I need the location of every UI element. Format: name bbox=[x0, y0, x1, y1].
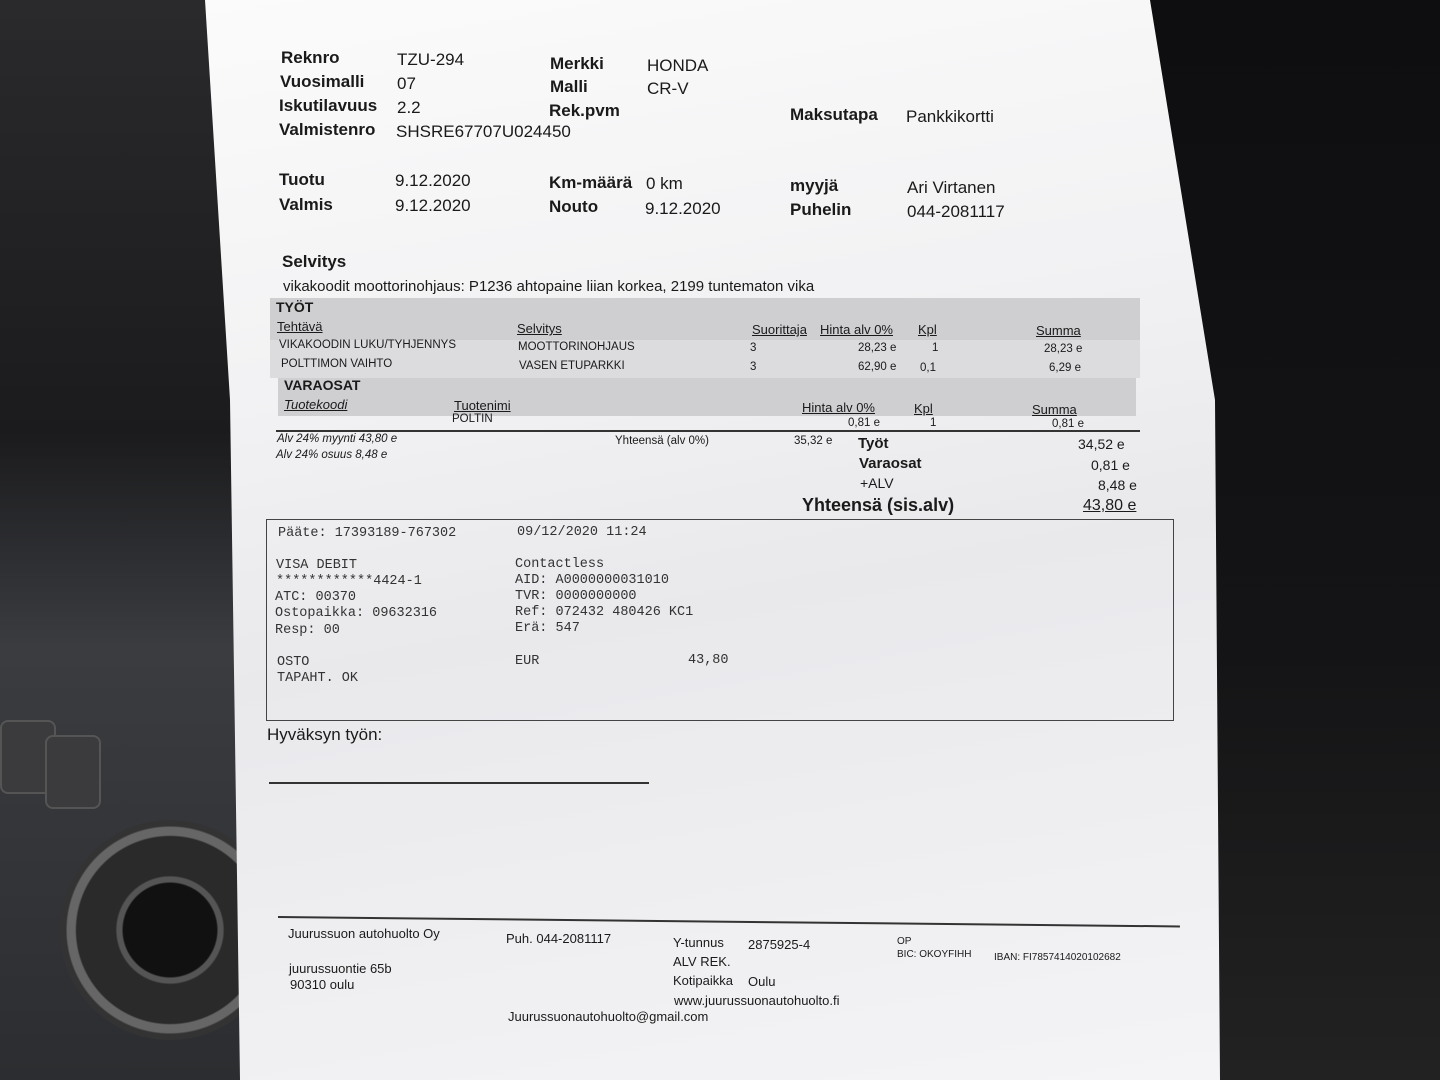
alv-osuus: Alv 24% osuus 8,48 e bbox=[276, 449, 388, 461]
footer-ytunnus: 2875925-4 bbox=[748, 937, 811, 952]
footer-ytunnus-label: Y-tunnus bbox=[673, 935, 724, 950]
receipt-ref: Ref: 072432 480426 KC1 bbox=[515, 605, 694, 620]
table-row-cell: MOOTTORINOHJAUS bbox=[518, 341, 635, 353]
tyot-col-suorittaja: Suorittaja bbox=[752, 322, 807, 337]
vuosimalli-label: Vuosimalli bbox=[280, 72, 365, 91]
puhelin-value: 044-2081117 bbox=[907, 202, 1005, 221]
table-row-cell: VIKAKOODIN LUKU/TYHJENNYS bbox=[279, 339, 457, 351]
maksutapa-label: Maksutapa bbox=[790, 105, 878, 124]
varaosat-title: VARAOSAT bbox=[284, 377, 361, 393]
receipt-card-type: VISA DEBIT bbox=[276, 558, 358, 573]
merkki-label: Merkki bbox=[550, 54, 604, 73]
table-row-cell: VASEN ETUPARKKI bbox=[519, 360, 625, 372]
varaosat-col-tuotenimi: Tuotenimi bbox=[454, 398, 511, 413]
table-row-cell: POLTIN bbox=[452, 413, 493, 425]
receipt-resp: Resp: 00 bbox=[275, 623, 340, 638]
footer-bank: OP bbox=[897, 936, 912, 947]
grand-total-label: Yhteensä (sis.alv) bbox=[802, 495, 955, 515]
varaosat-total-label: Varaosat bbox=[859, 455, 922, 472]
table-row-cell: 6,29 e bbox=[1049, 362, 1081, 374]
table-row-cell: 0,81 e bbox=[848, 417, 880, 429]
valmis-value: 9.12.2020 bbox=[395, 196, 471, 215]
tyot-col-tehtava: Tehtävä bbox=[277, 319, 323, 334]
km-value: 0 km bbox=[646, 174, 683, 193]
footer-phone: Puh. 044-2081117 bbox=[506, 931, 612, 946]
reknro-label: Reknro bbox=[281, 48, 340, 67]
tyot-col-hinta: Hinta alv 0% bbox=[820, 322, 893, 337]
maksutapa-value: Pankkikortti bbox=[906, 107, 994, 126]
myyja-value: Ari Virtanen bbox=[907, 178, 996, 197]
footer-www: www.juurussuonautohuolto.fi bbox=[674, 993, 840, 1008]
nouto-label: Nouto bbox=[549, 197, 599, 216]
alv-total-value: 8,48 e bbox=[1098, 477, 1137, 493]
tyot-total-label: Työt bbox=[858, 435, 889, 452]
table-row-cell: 3 bbox=[750, 361, 757, 373]
footer-bic: BIC: OKOYFIHH bbox=[897, 949, 972, 960]
grand-total-value: 43,80 e bbox=[1083, 497, 1137, 514]
table-row-cell: POLTTIMON VAIHTO bbox=[281, 358, 393, 370]
receipt-datetime: 09/12/2020 11:24 bbox=[517, 525, 647, 540]
receipt-card-number: ************4424-1 bbox=[276, 574, 422, 589]
receipt-status: TAPAHT. OK bbox=[277, 671, 359, 686]
alv-myynti: Alv 24% myynti 43,80 e bbox=[277, 433, 398, 445]
table-row-cell: 28,23 e bbox=[1044, 343, 1083, 355]
iskutilavuus-label: Iskutilavuus bbox=[279, 96, 378, 115]
tyot-col-selvitys: Selvitys bbox=[517, 321, 562, 336]
malli-label: Malli bbox=[550, 77, 588, 96]
puhelin-label: Puhelin bbox=[790, 200, 852, 219]
footer-iban: IBAN: FI7857414020102682 bbox=[994, 952, 1121, 963]
footer-company: Juurussuon autohuolto Oy bbox=[288, 926, 440, 941]
yhteensa-alv0-value: 35,32 e bbox=[794, 435, 833, 447]
table-row-cell: 0,1 bbox=[920, 362, 936, 374]
receipt-aid: AID: A0000000031010 bbox=[515, 573, 669, 588]
footer-address2: 90310 oulu bbox=[290, 977, 355, 992]
signature-line bbox=[269, 782, 649, 784]
approval-label: Hyväksyn työn: bbox=[267, 725, 383, 744]
km-label: Km-määrä bbox=[549, 173, 633, 192]
iskutilavuus-value: 2.2 bbox=[397, 98, 421, 117]
receipt-tvr: TVR: 0000000000 bbox=[515, 589, 637, 604]
tyot-title: TYÖT bbox=[276, 299, 314, 315]
tuotu-label: Tuotu bbox=[279, 170, 325, 189]
myyja-label: myyjä bbox=[790, 176, 839, 195]
alv-total-label: +ALV bbox=[860, 475, 894, 491]
tyot-col-summa: Summa bbox=[1036, 323, 1081, 338]
receipt-osto: OSTO bbox=[277, 655, 310, 670]
receipt-ostopaikka: Ostopaikka: 09632316 bbox=[275, 606, 438, 621]
tyot-header-band bbox=[270, 298, 1140, 340]
footer-kotipaikka-label: Kotipaikka bbox=[673, 973, 733, 988]
receipt-atc: ATC: 00370 bbox=[275, 590, 357, 605]
table-row-cell: 62,90 e bbox=[858, 361, 897, 373]
tyot-col-kpl: Kpl bbox=[918, 322, 937, 337]
selvitys-title: Selvitys bbox=[282, 252, 347, 271]
nouto-value: 9.12.2020 bbox=[645, 199, 721, 218]
vuosimalli-value: 07 bbox=[397, 74, 416, 93]
table-row-cell: 28,23 e bbox=[858, 342, 897, 354]
malli-value: CR-V bbox=[647, 79, 689, 98]
table-row-cell: 1 bbox=[930, 417, 937, 429]
receipt-contactless: Contactless bbox=[515, 557, 605, 572]
selvitys-text: vikakoodit moottorinohjaus: P1236 ahtopaine liian korkea, 2199 tuntematon vika bbox=[283, 278, 815, 295]
varaosat-total-value: 0,81 e bbox=[1091, 457, 1130, 473]
tuotu-value: 9.12.2020 bbox=[395, 171, 471, 190]
seat-heater-button bbox=[45, 735, 101, 809]
varaosat-col-tuotekoodi: Tuotekoodi bbox=[284, 397, 348, 412]
divider bbox=[276, 430, 1140, 432]
rekpvm-label: Rek.pvm bbox=[549, 101, 620, 120]
varaosat-col-kpl: Kpl bbox=[914, 401, 933, 416]
receipt-amount: 43,80 bbox=[688, 653, 729, 668]
valmistenro-value: SHSRE67707U024450 bbox=[396, 122, 571, 141]
yhteensa-alv0-label: Yhteensä (alv 0%) bbox=[615, 435, 709, 447]
varaosat-col-hinta: Hinta alv 0% bbox=[802, 400, 875, 415]
receipt-currency: EUR bbox=[515, 654, 540, 669]
table-row-cell: 3 bbox=[750, 342, 757, 354]
valmistenro-label: Valmistenro bbox=[279, 120, 376, 139]
merkki-value: HONDA bbox=[647, 56, 709, 75]
varaosat-header-band bbox=[278, 378, 1136, 416]
receipt-era: Erä: 547 bbox=[515, 621, 580, 636]
footer-email: Juurussuonautohuolto@gmail.com bbox=[508, 1009, 709, 1024]
footer-kotipaikka: Oulu bbox=[748, 974, 776, 989]
tyot-total-value: 34,52 e bbox=[1078, 436, 1125, 452]
footer-alvrek: ALV REK. bbox=[673, 954, 731, 969]
table-row-cell: 1 bbox=[932, 342, 939, 354]
valmis-label: Valmis bbox=[279, 195, 333, 214]
footer-address1: juurussuontie 65b bbox=[289, 961, 392, 976]
varaosat-col-summa: Summa bbox=[1032, 402, 1077, 417]
table-row-cell: 0,81 e bbox=[1052, 418, 1084, 430]
reknro-value: TZU-294 bbox=[397, 50, 465, 69]
receipt-paate: Pääte: 17393189-767302 bbox=[278, 526, 457, 541]
